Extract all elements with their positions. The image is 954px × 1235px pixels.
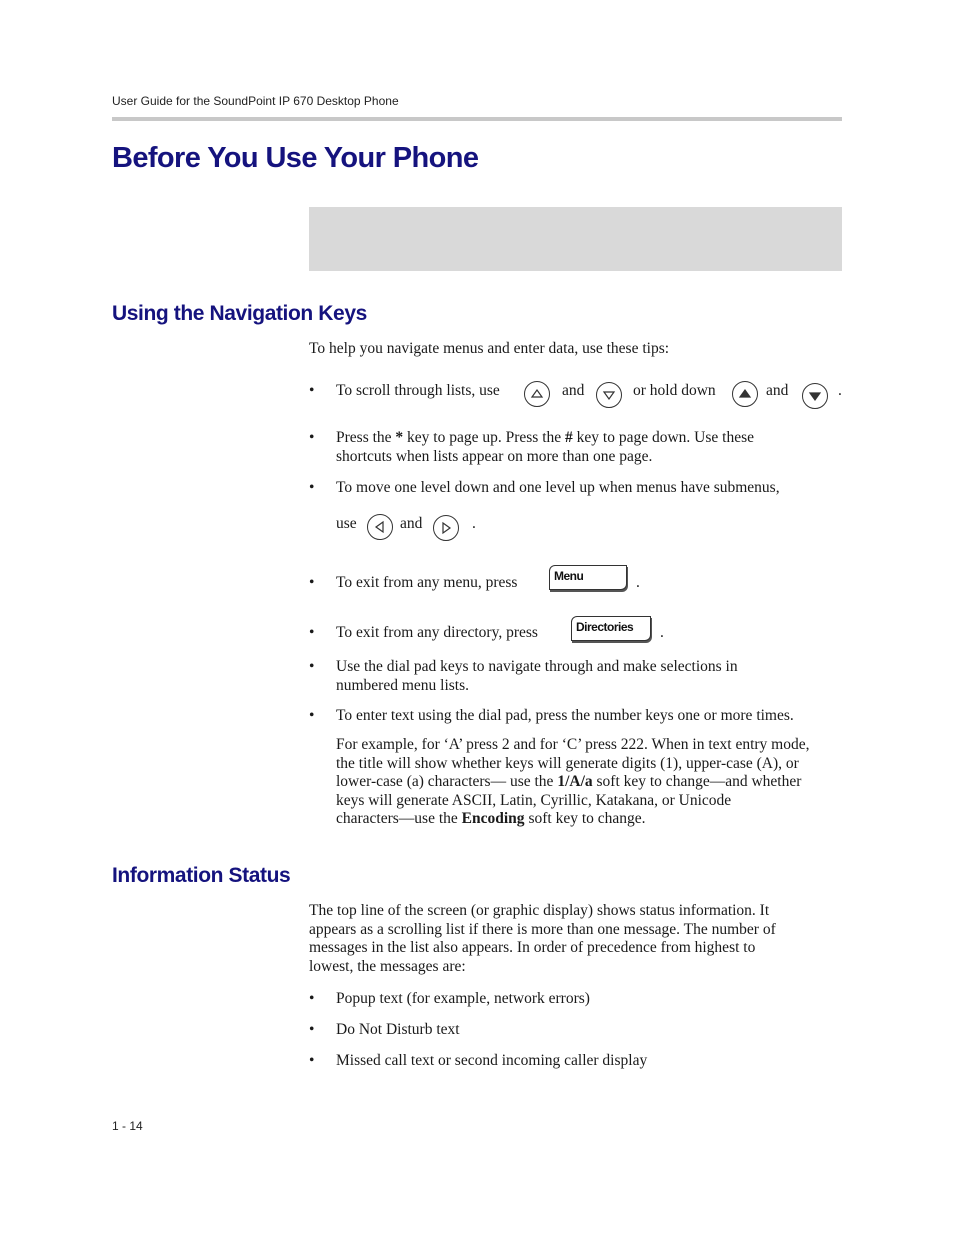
bullet-mark: •	[309, 429, 315, 446]
text: .	[636, 574, 640, 591]
text: and	[562, 382, 585, 399]
section-heading-status: Information Status	[112, 864, 291, 887]
bullet-mark: •	[309, 658, 315, 675]
down-arrow-key-icon	[596, 382, 622, 408]
menu-key-icon: Menu	[549, 565, 627, 590]
status-paragraph: The top line of the screen (or graphic display) shows status information. It appears as a scrolling list if there is more than one message. The number of messages in the list also appears. In order of precedence from highest to lowest, the messages are:	[309, 902, 776, 975]
list-item-text: Popup text (for example, network errors)	[336, 990, 590, 1007]
bullet-mark: •	[309, 479, 315, 496]
example-paragraph: For example, for ‘A’ press 2 and for ‘C’ press 222. When in text entry mode, the title will show whether keys will generate digits (1), upper-case (A), or lower-case (a) characters— use the 1/A/a soft key to change—and whether keys will generate ASCII, Latin, Cyrillic, Katakana, or Unicode characters—use the Encoding soft key to change.	[336, 736, 810, 828]
intro-paragraph: To help you navigate menus and enter data, use these tips:	[309, 340, 670, 357]
page-number: 1 - 14	[112, 1119, 143, 1133]
text: .	[838, 382, 842, 399]
section-heading-navigation: Using the Navigation Keys	[112, 302, 367, 325]
list-item-text: Press the * key to page up. Press the # key to page down. Use these shortcuts when lists appear on more than one page.	[336, 429, 754, 465]
gray-box	[309, 207, 842, 271]
list-item-text: Missed call text or second incoming caller display	[336, 1052, 648, 1069]
bullet-mark: •	[309, 382, 315, 399]
header-rule	[112, 117, 842, 121]
list-item-text: Do Not Disturb text	[336, 1021, 460, 1038]
up-arrow-key-icon	[524, 381, 550, 407]
directories-key-icon: Directories	[571, 616, 651, 641]
text: To scroll through lists, use	[336, 382, 500, 399]
text: and	[766, 382, 789, 399]
right-arrow-key-icon	[433, 515, 459, 541]
bullet-mark: •	[309, 990, 315, 1007]
bullet-mark: •	[309, 1021, 315, 1038]
up-arrow-key-icon	[732, 381, 758, 407]
list-item-text: To move one level down and one level up when menus have submenus,	[336, 479, 780, 496]
running-head: User Guide for the SoundPoint IP 670 Desktop Phone	[112, 94, 399, 108]
bullet-mark: •	[309, 574, 315, 591]
list-item-text: Use the dial pad keys to navigate through and make selections in numbered menu lists.	[336, 658, 738, 694]
bullet-mark: •	[309, 1052, 315, 1069]
text: To exit from any menu, press	[336, 574, 518, 591]
text: and	[400, 515, 423, 532]
list-item-text: To enter text using the dial pad, press the number keys one or more times.	[336, 707, 794, 724]
left-arrow-key-icon	[367, 514, 393, 540]
text: or hold down	[633, 382, 716, 399]
text: use	[336, 515, 357, 532]
text: .	[660, 624, 664, 641]
text: To exit from any directory, press	[336, 624, 538, 641]
bullet-mark: •	[309, 624, 315, 641]
bullet-mark: •	[309, 707, 315, 724]
down-arrow-key-icon	[802, 383, 828, 409]
text: .	[472, 515, 476, 532]
chapter-title: Before You Use Your Phone	[112, 142, 479, 174]
